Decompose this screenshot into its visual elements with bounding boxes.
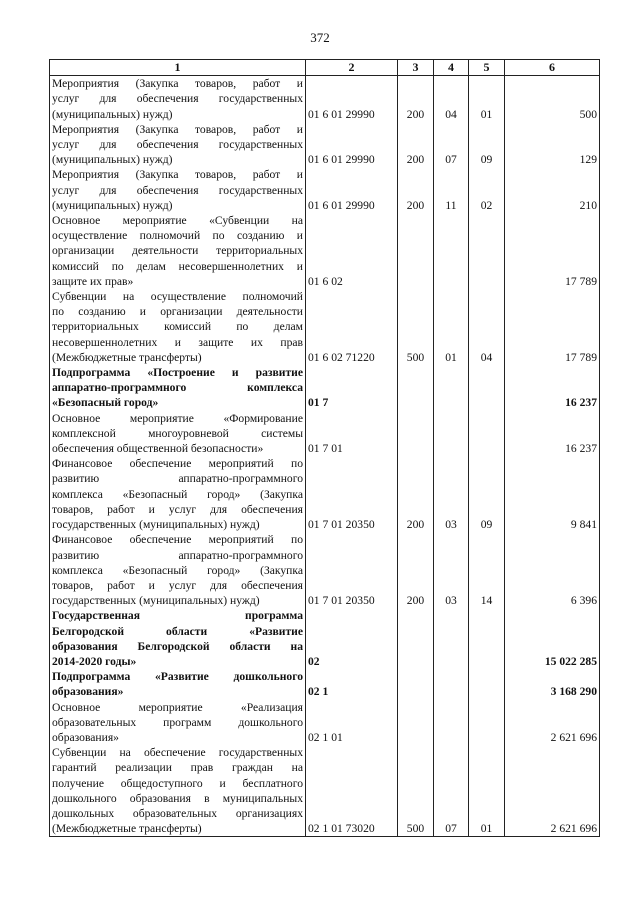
description-line: (муниципальных) нужд) xyxy=(52,107,173,121)
row-col4: 07 xyxy=(434,745,469,837)
row-amount: 9 841 xyxy=(505,456,600,532)
description-line: Субвенции на обеспечение государственных xyxy=(52,746,303,760)
row-col3 xyxy=(398,411,434,457)
row-code: 01 6 02 xyxy=(306,213,398,289)
row-col3: 500 xyxy=(398,745,434,837)
row-col5: 02 xyxy=(469,167,505,213)
column-header-4: 4 xyxy=(434,60,469,76)
row-col3: 200 xyxy=(398,167,434,213)
table-row xyxy=(50,122,600,168)
table-row xyxy=(50,532,600,608)
row-col4 xyxy=(434,669,469,699)
row-description xyxy=(50,167,306,213)
row-col4 xyxy=(434,213,469,289)
budget-table xyxy=(49,59,600,837)
description-line: аппаратно-программного комплекса xyxy=(52,381,303,395)
row-code: 01 7 xyxy=(306,365,398,411)
column-header-1: 1 xyxy=(50,60,306,76)
description-line: Подпрограмма «Построение и развитие xyxy=(52,366,303,380)
description-line: комплексной многоуровневой системы xyxy=(52,426,303,440)
page-number: 372 xyxy=(310,30,330,45)
row-col5 xyxy=(469,700,505,746)
row-amount: 16 237 xyxy=(505,411,600,457)
description-line: товаров, работ и услуг для обеспечения xyxy=(52,578,303,592)
row-col5: 14 xyxy=(469,532,505,608)
description-line: государственных (муниципальных) нужд) xyxy=(52,594,260,608)
row-amount: 210 xyxy=(505,167,600,213)
table-row xyxy=(50,167,600,213)
description-line: Мероприятия (Закупка товаров, работ и xyxy=(52,77,303,91)
row-code: 01 6 01 29990 xyxy=(306,122,398,168)
row-col3 xyxy=(398,700,434,746)
description-line: организации деятельности территориальных xyxy=(52,244,303,258)
description-line: (Межбюджетные трансферты) xyxy=(52,822,202,836)
description-line: Основное мероприятие «Реализация xyxy=(52,700,303,714)
table-row xyxy=(50,365,600,411)
row-description xyxy=(50,411,306,457)
description-line: Мероприятия (Закупка товаров, работ и xyxy=(52,168,303,182)
table-row xyxy=(50,700,600,746)
column-header-6: 6 xyxy=(505,60,600,76)
row-col4: 03 xyxy=(434,456,469,532)
row-description xyxy=(50,76,306,122)
description-line: обеспечения общественной безопасности» xyxy=(52,442,264,456)
row-col4 xyxy=(434,700,469,746)
row-col5: 01 xyxy=(469,745,505,837)
row-code: 01 7 01 20350 xyxy=(306,532,398,608)
description-line: образования» xyxy=(52,685,124,699)
row-col5 xyxy=(469,669,505,699)
table-row xyxy=(50,669,600,699)
row-amount: 3 168 290 xyxy=(505,669,600,699)
description-line: защите их прав» xyxy=(52,274,134,288)
row-code: 01 7 01 xyxy=(306,411,398,457)
row-description xyxy=(50,669,306,699)
row-col4 xyxy=(434,365,469,411)
description-line: (муниципальных) нужд) xyxy=(52,198,173,212)
row-col3: 200 xyxy=(398,122,434,168)
row-col3 xyxy=(398,669,434,699)
row-amount: 17 789 xyxy=(505,289,600,365)
row-description xyxy=(50,745,306,837)
row-col5: 09 xyxy=(469,456,505,532)
description-line: образовательных программ дошкольного xyxy=(52,715,303,729)
row-description xyxy=(50,289,306,365)
row-amount: 16 237 xyxy=(505,365,600,411)
row-amount: 6 396 xyxy=(505,532,600,608)
table-header-row xyxy=(50,60,600,76)
column-header-3: 3 xyxy=(398,60,434,76)
description-line: Подпрограмма «Развитие дошкольного xyxy=(52,670,303,684)
table-row xyxy=(50,411,600,457)
table-body xyxy=(50,76,600,837)
description-line: Субвенции на осуществление полномочий xyxy=(52,290,303,304)
description-line: (Межбюджетные трансферты) xyxy=(52,350,202,364)
description-line: получение общедоступного и бесплатного xyxy=(52,776,303,790)
row-col5: 04 xyxy=(469,289,505,365)
row-col4 xyxy=(434,411,469,457)
description-line: дошкольного образования в муниципальных xyxy=(52,791,303,805)
row-code: 01 6 01 29990 xyxy=(306,76,398,122)
row-col3 xyxy=(398,213,434,289)
description-line: гарантий реализации прав граждан на xyxy=(52,761,303,775)
row-col3: 500 xyxy=(398,289,434,365)
description-line: Государственная программа xyxy=(52,609,303,623)
row-code: 02 xyxy=(306,608,398,669)
row-description xyxy=(50,213,306,289)
table-row xyxy=(50,456,600,532)
row-amount: 2 621 696 xyxy=(505,745,600,837)
column-header-2: 2 xyxy=(306,60,398,76)
row-col3: 200 xyxy=(398,76,434,122)
row-col4: 11 xyxy=(434,167,469,213)
description-line: развитию аппаратно-программного xyxy=(52,548,303,562)
description-line: Мероприятия (Закупка товаров, работ и xyxy=(52,122,303,136)
row-amount: 129 xyxy=(505,122,600,168)
row-description xyxy=(50,122,306,168)
row-col3: 200 xyxy=(398,532,434,608)
table-row xyxy=(50,76,600,122)
row-amount: 15 022 285 xyxy=(505,608,600,669)
row-code: 02 1 01 73020 xyxy=(306,745,398,837)
description-line: услуг для обеспечения государственных xyxy=(52,138,303,152)
row-code: 01 6 01 29990 xyxy=(306,167,398,213)
table-row xyxy=(50,289,600,365)
row-amount: 2 621 696 xyxy=(505,700,600,746)
description-line: по созданию и организации деятельности xyxy=(52,305,303,319)
row-col4: 03 xyxy=(434,532,469,608)
row-col5 xyxy=(469,213,505,289)
description-line: развитию аппаратно-программного xyxy=(52,472,303,486)
description-line: несовершеннолетних и защите их прав xyxy=(52,335,303,349)
description-line: Основное мероприятие «Формирование xyxy=(52,411,303,425)
row-code: 01 6 02 71220 xyxy=(306,289,398,365)
description-line: комплекса «Безопасный город» (Закупка xyxy=(52,487,303,501)
table-row xyxy=(50,745,600,837)
row-col4 xyxy=(434,608,469,669)
description-line: «Безопасный город» xyxy=(52,396,159,410)
description-line: Основное мероприятие «Субвенции на xyxy=(52,214,303,228)
row-amount: 500 xyxy=(505,76,600,122)
description-line: 2014-2020 годы» xyxy=(52,654,137,668)
table-row xyxy=(50,213,600,289)
row-col4: 01 xyxy=(434,289,469,365)
row-description xyxy=(50,608,306,669)
description-line: осуществление полномочий по созданию и xyxy=(52,229,303,243)
table-row xyxy=(50,608,600,669)
column-header-5: 5 xyxy=(469,60,505,76)
description-line: образования» xyxy=(52,730,119,744)
row-code: 02 1 01 xyxy=(306,700,398,746)
description-line: Белгородской области «Развитие xyxy=(52,624,303,638)
description-line: образования Белгородской области на xyxy=(52,639,303,653)
row-col5 xyxy=(469,608,505,669)
row-description xyxy=(50,456,306,532)
row-col4: 04 xyxy=(434,76,469,122)
description-line: Финансовое обеспечение мероприятий по xyxy=(52,533,303,547)
description-line: (муниципальных) нужд) xyxy=(52,153,173,167)
description-line: услуг для обеспечения государственных xyxy=(52,183,303,197)
row-col4: 07 xyxy=(434,122,469,168)
row-col5: 01 xyxy=(469,76,505,122)
row-description xyxy=(50,365,306,411)
description-line: комиссий по делам несовершеннолетних и xyxy=(52,259,303,273)
row-description xyxy=(50,532,306,608)
row-col5: 09 xyxy=(469,122,505,168)
row-col3 xyxy=(398,608,434,669)
description-line: дошкольных образовательных организациях xyxy=(52,806,303,820)
description-line: Финансовое обеспечение мероприятий по xyxy=(52,457,303,471)
description-line: комплекса «Безопасный город» (Закупка xyxy=(52,563,303,577)
row-col5 xyxy=(469,411,505,457)
description-line: услуг для обеспечения государственных xyxy=(52,92,303,106)
description-line: товаров, работ и услуг для обеспечения xyxy=(52,502,303,516)
description-line: территориальных комиссий по делам xyxy=(52,320,303,334)
row-code: 01 7 01 20350 xyxy=(306,456,398,532)
row-description xyxy=(50,700,306,746)
row-col5 xyxy=(469,365,505,411)
row-col3 xyxy=(398,365,434,411)
description-line: государственных (муниципальных) нужд) xyxy=(52,518,260,532)
row-col3: 200 xyxy=(398,456,434,532)
row-amount: 17 789 xyxy=(505,213,600,289)
row-code: 02 1 xyxy=(306,669,398,699)
